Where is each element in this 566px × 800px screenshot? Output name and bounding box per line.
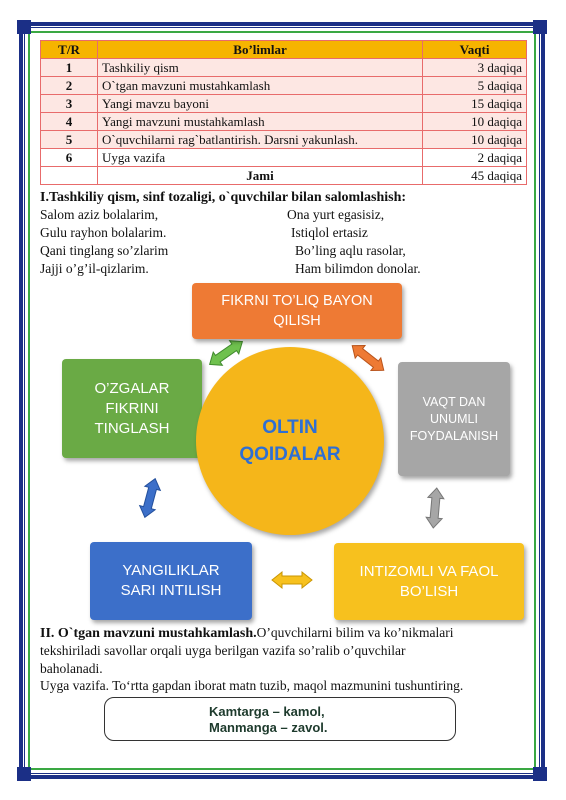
rule-right-text: VAQT DAN UNUMLI FOYDALANISH [409, 394, 499, 443]
row-number: 3 [41, 95, 98, 113]
homework-text: Uyga vazifa. To‘rtta gapdan iborat matn tuzib, maqol mazmunini tushuntiring. [40, 678, 464, 693]
rule-box-left [62, 359, 202, 458]
row-time: 15 daqiqa [423, 95, 527, 113]
section2-text: O’quvchilarni bilim va ko’nikmalari [256, 625, 454, 640]
arrow-left [137, 477, 163, 520]
row-number: 6 [41, 149, 98, 167]
rule-box-right [398, 362, 510, 476]
poem-left-line: Gulu rayhon bolalarim. [40, 225, 167, 240]
row-time: 10 daqiqa [423, 131, 527, 149]
row-section: Yangi mavzuni mustahkamlash [98, 113, 423, 131]
row-section: Yangi mavzu bayoni [98, 95, 423, 113]
row-number: 2 [41, 77, 98, 95]
section1-heading: I.Tashkiliy qism, sinf tozaligi, o`quvchilar bilan salomlashish: [40, 190, 407, 205]
rule-bottom-right-text: INTIZOMLI VA FAOL BO’LISH [359, 562, 499, 600]
poem-right-line: Ona yurt egasisiz, [287, 207, 385, 222]
arrow-bottom [272, 572, 312, 588]
poem-right-line: Istiqlol ertasiz [291, 225, 368, 240]
section2-line2: tekshiriladi savollar orqali uyga berilgan vazifa so’ralib o’quvchilar [40, 643, 406, 658]
arrow-right [425, 487, 444, 528]
section2-heading: II. O`tgan mavzuni mustahkamlash. [40, 626, 257, 641]
poem-left-line: Jajji o’g’il-qizlarim. [40, 261, 149, 276]
header-number: T/R [41, 41, 98, 59]
golden-rules-title [239, 414, 340, 468]
center-line-2: QOIDALAR [239, 444, 341, 465]
poem-left-line: Qani tinglang so’zlarim [40, 243, 169, 258]
header-time: Vaqti [423, 41, 527, 59]
row-time: 10 daqiqa [423, 113, 527, 131]
row-number: 1 [41, 59, 98, 77]
poem-right-line: Bo’ling aqlu rasolar, [295, 243, 406, 258]
golden-rules-circle [196, 347, 384, 535]
total-label: Jami [98, 167, 423, 185]
row-time: 2 daqiqa [423, 149, 527, 167]
row-section: O`tgan mavzuni mustahkamlash [98, 77, 423, 95]
rule-box-bottom-left [90, 542, 252, 620]
rule-box-top [192, 283, 402, 339]
row-section: O`quvchilarni rag`batlantirish. Darsni yakunlash. [98, 131, 423, 149]
row-number: 4 [41, 113, 98, 131]
header-sections: Bo’limlar [98, 41, 423, 59]
rule-box-bottom-right [334, 543, 524, 620]
center-line-1: OLTIN [262, 417, 318, 438]
row-number: 5 [41, 131, 98, 149]
rule-bottom-left-text: YANGILIKLAR SARI INTILISH [120, 562, 222, 599]
section2-line1 [40, 624, 453, 643]
rule-left-text: O’ZGALAR FIKRINI TINGLASH [94, 379, 170, 437]
poem-right-line: Ham bilimdon donolar. [295, 261, 421, 276]
row-section: Uyga vazifa [98, 149, 423, 167]
proverb-line-2: Manmanga – zavol. [209, 720, 328, 735]
row-time: 5 daqiqa [423, 77, 527, 95]
row-time: 3 daqiqa [423, 59, 527, 77]
section2-line3: baholanadi. [40, 661, 103, 676]
total-time: 45 daqiqa [423, 167, 527, 185]
poem-left-line: Salom aziz bolalarim, [40, 207, 159, 222]
rule-top-text: FIKRNI TO’LIQ BAYON QILISH [221, 293, 373, 329]
row-section: Tashkiliy qism [98, 59, 423, 77]
proverb-box [104, 697, 456, 741]
proverb-line-1: Kamtarga – kamol, [209, 704, 325, 719]
